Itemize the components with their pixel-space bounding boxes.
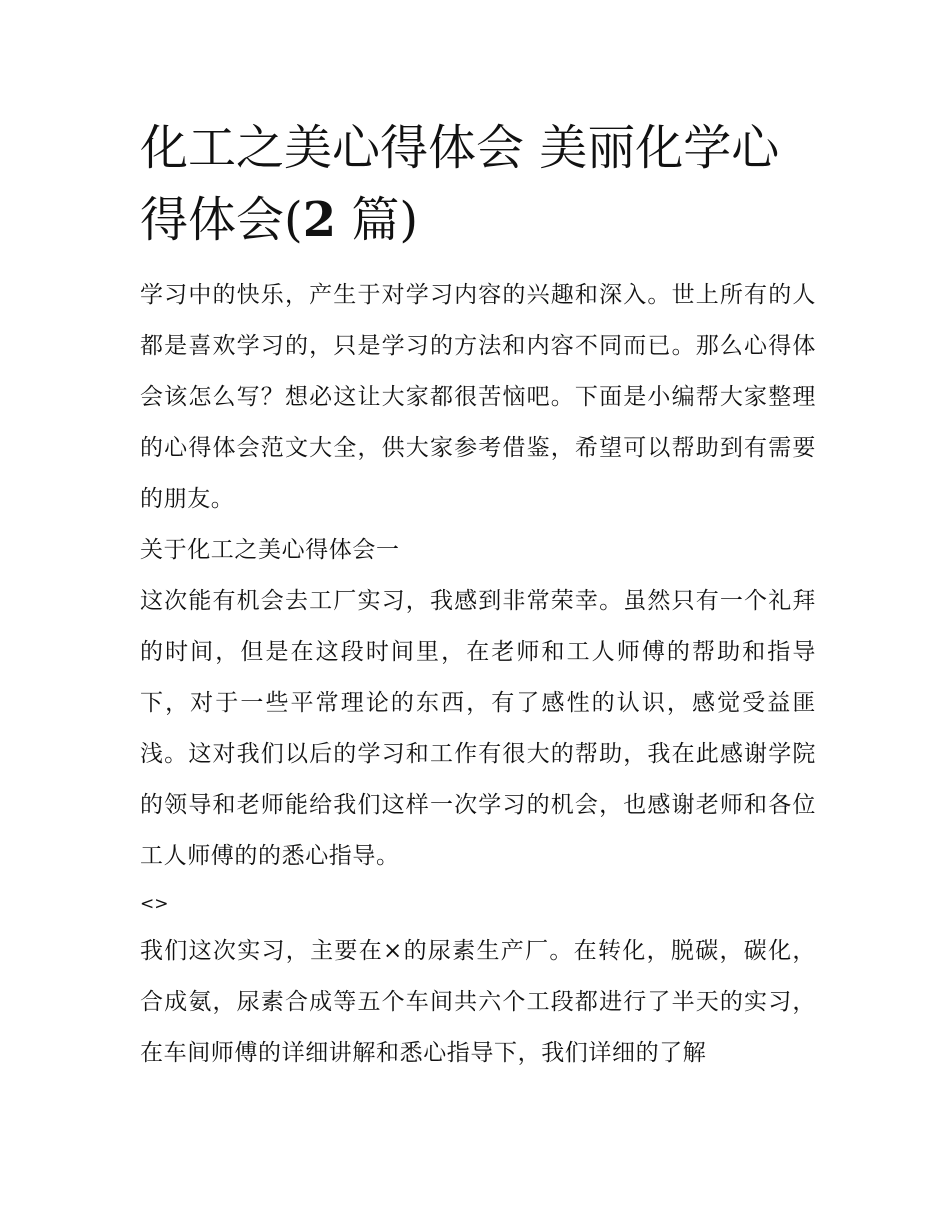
document-page: [140, 112, 816, 1079]
section-paragraph-1: 这次能有机会去工厂实习，我感到非常荣幸。虽然只有一个礼拜的时间，但是在这段时间里，在老师和工人师傅的帮助和指导下，对于一些平常理论的东西，有了感性的认识，感觉受益匪浅。这对我们以后的学习和工作有很大的帮助，我在此感谢学院的领导和老师能给我们这样一次学习的机会，也感谢老师和各位工人师傅的的悉心指导。: [140, 588, 816, 869]
angle-bracket-marker: <>: [140, 894, 169, 914]
section-heading: 关于化工之美心得体会一: [140, 537, 400, 563]
section-paragraph-2: 我们这次实习，主要在×的尿素生产厂。在转化，脱碳，碳化，合成氨，尿素合成等五个车间共六个工段都进行了半天的实习，在车间师傅的详细讲解和悉心指导下，我们详细的了解: [140, 938, 816, 1066]
document-title: [140, 112, 816, 256]
document-body: [140, 270, 816, 1079]
title-count: 2: [302, 192, 337, 248]
intro-paragraph: 学习中的快乐，产生于对学习内容的兴趣和深入。世上所有的人都是喜欢学习的，只是学习的方法和内容不同而已。那么心得体会该怎么写？想必这让大家都很苦恼吧。下面是小编帮大家整理的心得体会范文大全，供大家参考借鉴，希望可以帮助到有需要的朋友。: [140, 282, 816, 512]
title-text-part2: 篇): [336, 192, 419, 248]
title-text-part1: 化工之美心得体会 美丽化学心得体会(: [140, 120, 780, 248]
